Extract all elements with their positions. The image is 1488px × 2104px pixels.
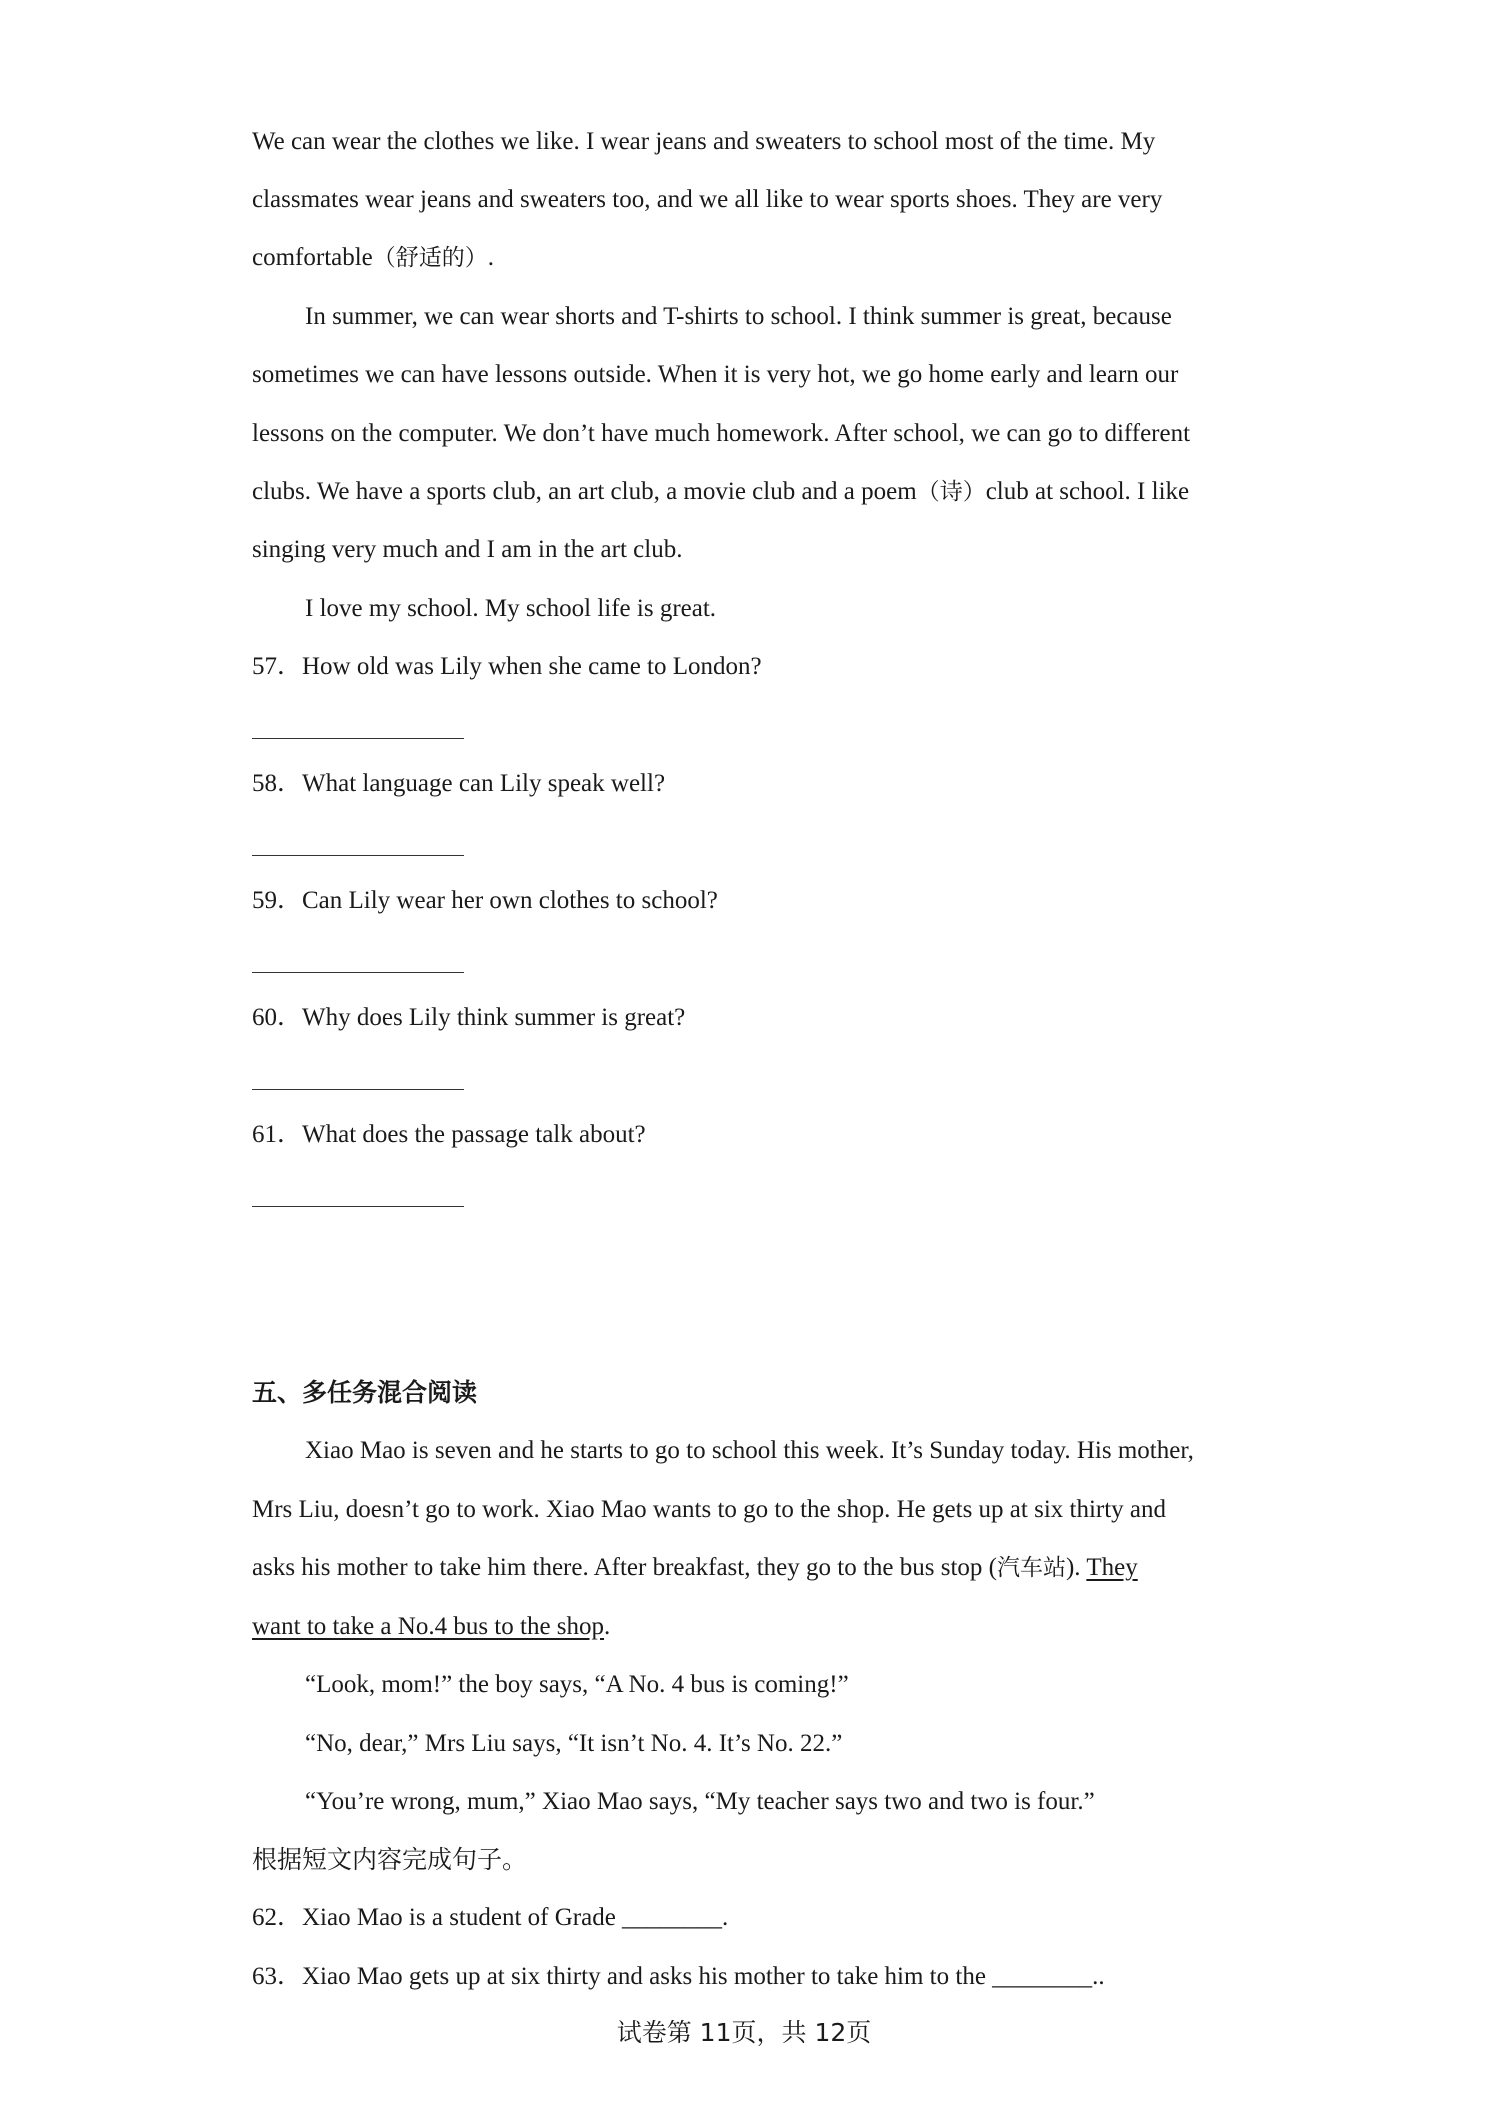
question-59: 59．Can Lily wear her own clothes to school? [252, 887, 718, 914]
question-62: 62．Xiao Mao is a student of Grade ________. [252, 1904, 729, 1931]
answer-blank-59[interactable] [252, 972, 464, 973]
passage-line: We can wear the clothes we like. I wear jeans and sweaters to school most of the time. My [252, 128, 1156, 155]
question-63: 63．Xiao Mao gets up at six thirty and asks his mother to take him to the ________.. [252, 1963, 1105, 1990]
question-60: 60．Why does Lily think summer is great? [252, 1004, 686, 1031]
dialogue-line: “Look, mom!” the boy says, “A No. 4 bus is coming!” [305, 1671, 849, 1698]
passage-line [252, 243, 494, 273]
passage-line [252, 477, 1189, 507]
dialogue-line: “No, dear,” Mrs Liu says, “It isn’t No. 4. It’s No. 22.” [305, 1730, 843, 1757]
question-61: 61．What does the passage talk about? [252, 1121, 646, 1148]
passage-line: singing very much and I am in the art club. [252, 536, 683, 563]
question-57: 57．How old was Lily when she came to London? [252, 653, 762, 680]
passage-text: comfortable [252, 244, 373, 271]
passage-line: lessons on the computer. We don’t have much homework. After school, we can go to different [252, 420, 1191, 447]
chinese-gloss: （诗） [916, 479, 986, 505]
question-58: 58．What language can Lily speak well? [252, 770, 666, 797]
passage-line: In summer, we can wear shorts and T-shirts to school. I think summer is great, because [305, 303, 1172, 330]
passage-text: . [604, 1613, 611, 1640]
passage-line: Xiao Mao is seven and he starts to go to school this week. It’s Sunday today. His mother, [305, 1437, 1194, 1464]
passage-line: classmates wear jeans and sweaters too, and we all like to wear sports shoes. They are very [252, 186, 1163, 213]
passage-line [252, 1612, 610, 1642]
chinese-gloss: （舒适的） [372, 245, 488, 271]
passage-line: I love my school. My school life is great. [305, 595, 717, 622]
underlined-sentence: want to take a No.4 bus to the shop [252, 1613, 605, 1640]
passage-text: club at school. I like [985, 478, 1190, 505]
answer-blank-58[interactable] [252, 855, 464, 856]
dialogue-line: “You’re wrong, mum,” Xiao Mao says, “My teacher says two and two is four.” [305, 1788, 1095, 1815]
passage-text: clubs. We have a sports club, an art club, a movie club and a poem [252, 478, 917, 505]
answer-blank-60[interactable] [252, 1089, 464, 1090]
page-footer: 试卷第 11页，共 12页 [616, 2018, 872, 2047]
chinese-gloss: 汽车站 [996, 1555, 1066, 1581]
section-heading: 五、多任务混合阅读 [252, 1378, 478, 1407]
passage-line: Mrs Liu, doesn’t go to work. Xiao Mao wants to go to the shop. He gets up at six thirty and [252, 1496, 1167, 1523]
passage-text: ). [1065, 1554, 1087, 1581]
underlined-sentence: They [1086, 1554, 1138, 1581]
passage-text: asks his mother to take him there. After breakfast, they go to the bus stop ( [252, 1554, 997, 1581]
task-instruction: 根据短文内容完成句子。 [252, 1845, 528, 1874]
passage-text: . [487, 244, 495, 271]
passage-line: sometimes we can have lessons outside. When it is very hot, we go home early and learn our [252, 361, 1179, 388]
passage-line [252, 1553, 1138, 1583]
answer-blank-61[interactable] [252, 1206, 464, 1207]
answer-blank-57[interactable] [252, 738, 464, 739]
